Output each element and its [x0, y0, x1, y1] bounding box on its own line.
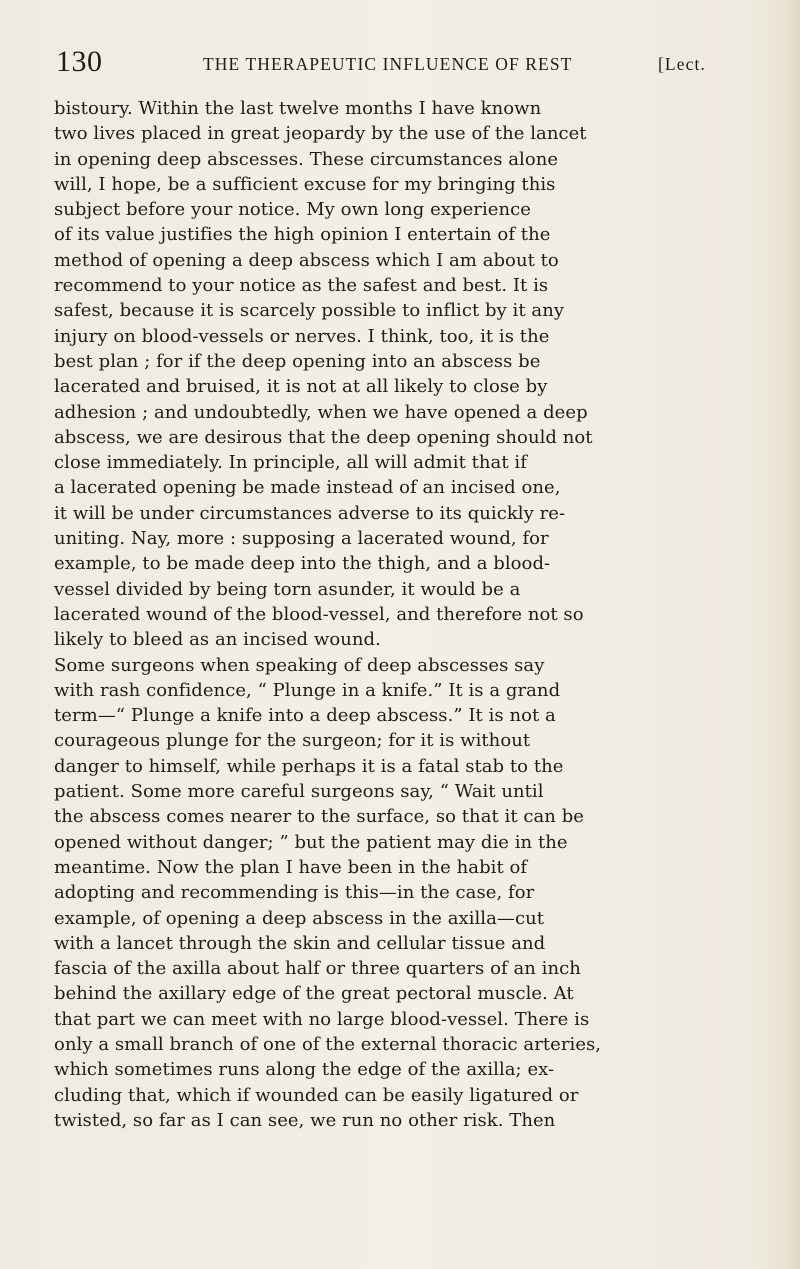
text-line: lacerated and bruised, it is not at all likely to close by — [54, 376, 548, 398]
lecture-reference: [Lect. — [658, 54, 706, 74]
text-line: abscess, we are desirous that the deep opening should not — [54, 426, 593, 448]
text-line: danger to himself, while perhaps it is a fatal stab to the — [54, 755, 564, 777]
text-line: likely to bleed as an incised wound. — [54, 629, 381, 651]
text-line: uniting. Nay, more : supposing a lacerated wound, for — [54, 528, 549, 550]
text-line: with rash confidence, “ Plunge in a knife.” It is a grand — [54, 679, 561, 701]
text-line: cluding that, which if wounded can be easily ligatured or — [54, 1084, 579, 1106]
text-line: with a lancet through the skin and cellular tissue and — [54, 932, 546, 954]
text-line: injury on blood-vessels or nerves. I think, too, it is the — [54, 325, 550, 347]
text-line: which sometimes runs along the edge of the axilla; ex- — [54, 1059, 555, 1081]
text-line: subject before your notice. My own long experience — [54, 199, 531, 221]
text-line: example, to be made deep into the thigh, and a blood- — [54, 553, 551, 575]
text-line: meantime. Now the plan I have been in the habit of — [54, 856, 528, 878]
text-line: recommend to your notice as the safest and best. It is — [54, 275, 549, 297]
text-line: that part we can meet with no large blood-vessel. There is — [54, 1008, 590, 1030]
text-line: in opening deep abscesses. These circumstances alone — [54, 148, 559, 170]
text-line: only a small branch of one of the external thoracic arteries, — [54, 1033, 602, 1055]
text-line: behind the axillary edge of the great pectoral muscle. At — [54, 983, 574, 1005]
text-line: patient. Some more careful surgeons say, “ Wait until — [54, 781, 544, 803]
text-line: best plan ; for if the deep opening into an abscess be — [54, 350, 541, 372]
text-line: vessel divided by being torn asunder, it would be a — [54, 578, 521, 600]
text-line: will, I hope, be a sufficient excuse for my bringing this — [54, 173, 556, 195]
text-line: of its value justifies the high opinion I entertain of the — [54, 224, 551, 246]
text-line: the abscess comes nearer to the surface, so that it can be — [54, 806, 584, 828]
text-line: adopting and recommending is this—in the case, for — [54, 882, 535, 904]
text-line: Some surgeons when speaking of deep abscesses say — [54, 654, 545, 676]
running-title: THE THERAPEUTIC INFLUENCE OF REST — [203, 54, 573, 74]
text-line: it will be under circumstances adverse to its quickly re- — [54, 502, 566, 524]
page-header — [56, 46, 800, 86]
text-line: fascia of the axilla about half or three quarters of an inch — [54, 958, 581, 980]
body-text — [54, 96, 796, 1133]
text-line: lacerated wound of the blood-vessel, and therefore not so — [54, 603, 584, 625]
text-line: twisted, so far as I can see, we run no other risk. Then — [54, 1109, 556, 1131]
text-line: close immediately. In principle, all will admit that if — [54, 452, 527, 474]
text-line: courageous plunge for the surgeon; for it is without — [54, 730, 531, 752]
page-number: 130 — [56, 45, 103, 78]
text-line: a lacerated opening be made instead of an incised one, — [54, 477, 561, 499]
text-line: opened without danger; ” but the patient may die in the — [54, 831, 568, 853]
text-line: adhesion ; and undoubtedly, when we have opened a deep — [54, 401, 588, 423]
text-line: safest, because it is scarcely possible to inflict by it any — [54, 300, 565, 322]
text-line: two lives placed in great jeopardy by the use of the lancet — [54, 123, 587, 145]
text-line: bistoury. Within the last twelve months I have known — [54, 98, 542, 119]
text-line: term—“ Plunge a knife into a deep abscess.” It is not a — [54, 705, 556, 727]
text-line: example, of opening a deep abscess in the axilla—cut — [54, 907, 545, 929]
text-line: method of opening a deep abscess which I am about to — [54, 249, 559, 271]
